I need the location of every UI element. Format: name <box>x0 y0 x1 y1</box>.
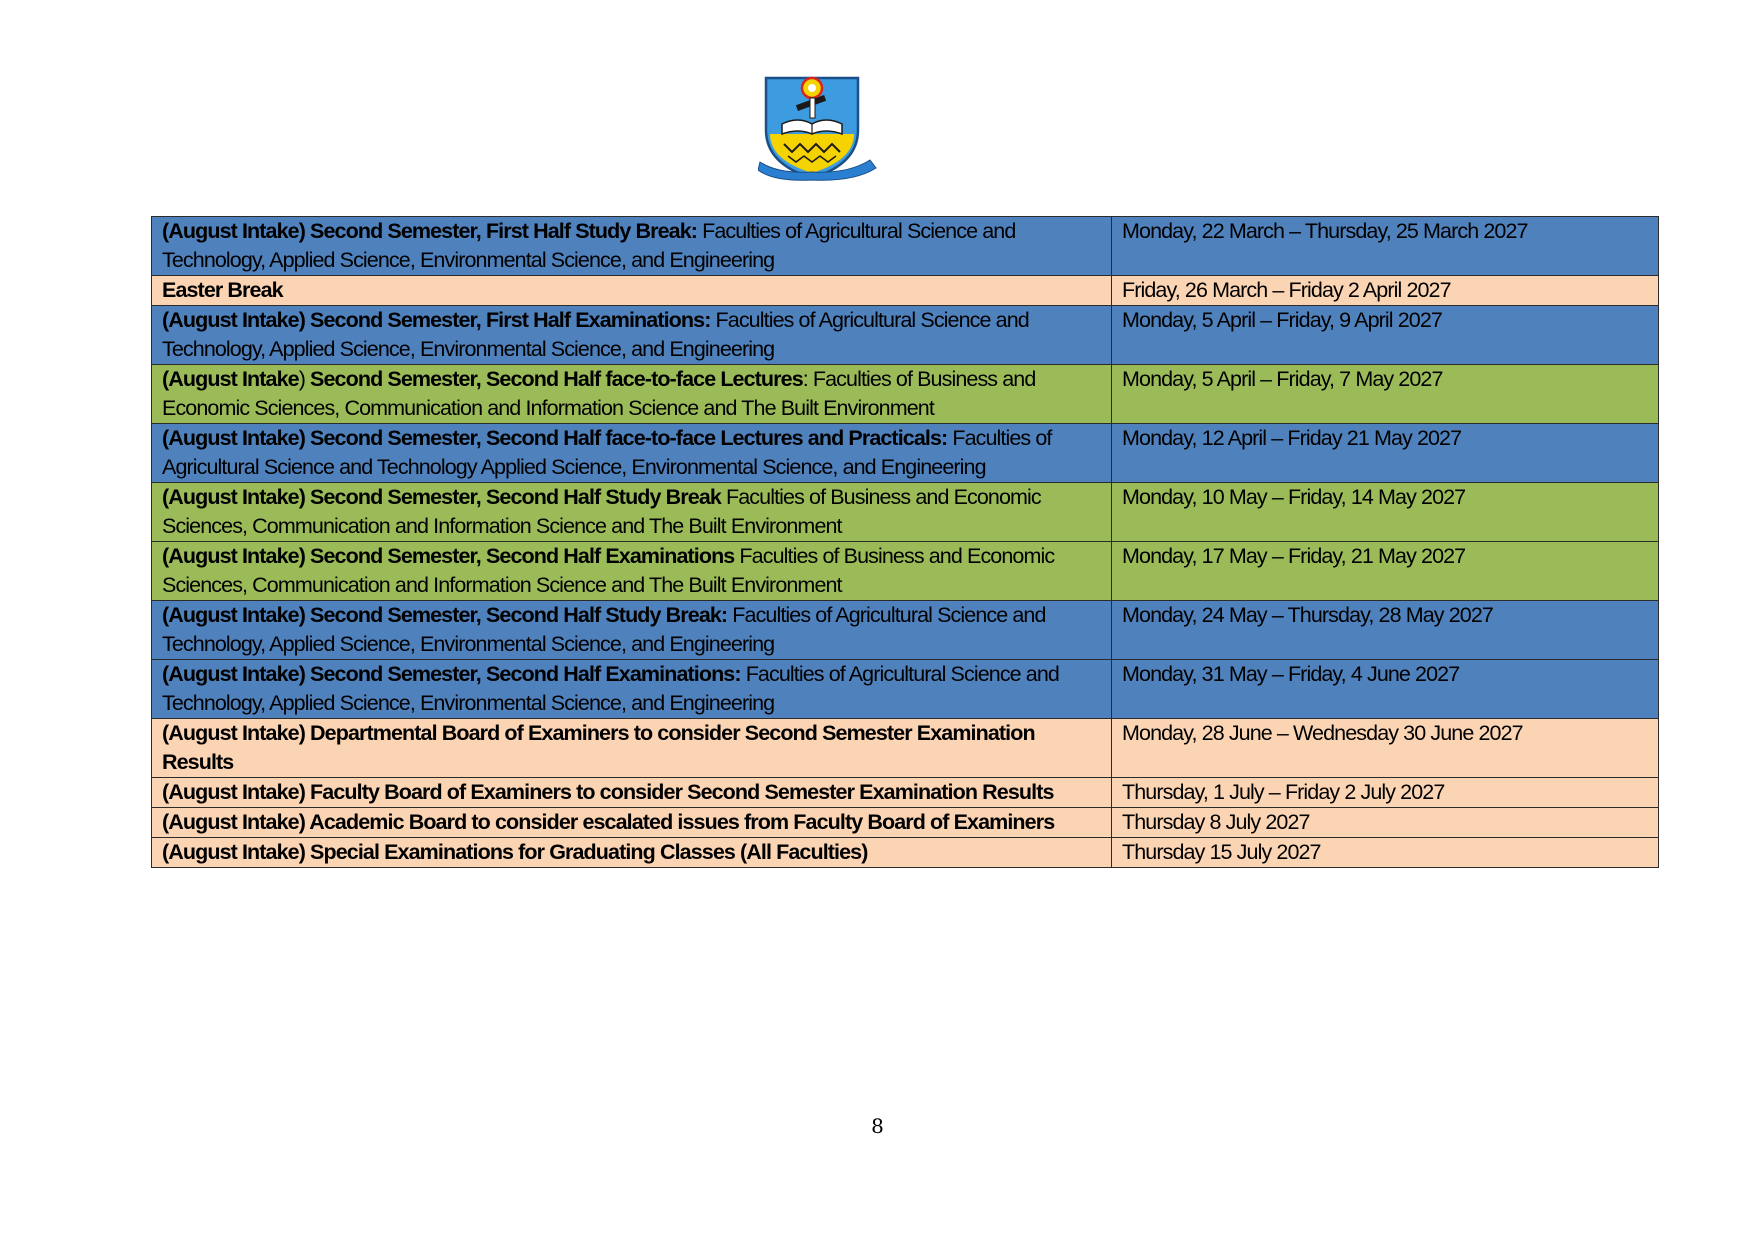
event-description <box>152 424 1112 483</box>
event-title-part: Second Semester, Second Half face-to-face Lectures <box>304 367 803 391</box>
event-title: (August Intake) Departmental Board of Examiners to consider Second Semester Examination Results <box>162 721 1035 774</box>
table-row <box>152 276 1659 306</box>
event-description <box>152 276 1112 306</box>
event-title: (August Intake) Second Semester, Second Half Examinations <box>162 544 735 568</box>
event-detail: Faculties of Business and Economic Sciences, Communication and Information Science and The Built Environment <box>162 544 1055 597</box>
event-description <box>152 542 1112 601</box>
event-date: Thursday, 1 July – Friday 2 July 2027 <box>1112 778 1659 808</box>
table-row <box>152 838 1659 868</box>
event-date: Monday, 24 May – Thursday, 28 May 2027 <box>1112 601 1659 660</box>
event-title: (August Intake) Faculty Board of Examiners to consider Second Semester Examination Results <box>162 780 1054 804</box>
event-date: Monday, 5 April – Friday, 7 May 2027 <box>1112 365 1659 424</box>
event-description <box>152 808 1112 838</box>
event-description <box>152 365 1112 424</box>
event-detail: Faculties of Business and Economic Sciences, Communication and Information Science and The Built Environment <box>162 485 1041 538</box>
event-date: Thursday 8 July 2027 <box>1112 808 1659 838</box>
event-title: (August Intake) Second Semester, Second Half face-to-face Lectures and Practicals: <box>162 426 948 450</box>
table-row <box>152 365 1659 424</box>
event-description <box>152 838 1112 868</box>
event-description <box>152 778 1112 808</box>
table-row <box>152 808 1659 838</box>
event-detail: Faculties of Agricultural Science and Technology Applied Science, Environmental Science, and Engineering <box>162 426 1052 479</box>
event-detail: Faculties of Agricultural Science and Technology, Applied Science, Environmental Science, and Engineering <box>162 662 1059 715</box>
event-description <box>152 660 1112 719</box>
event-date: Monday, 12 April – Friday 21 May 2027 <box>1112 424 1659 483</box>
table-row <box>152 719 1659 778</box>
event-date: Monday, 17 May – Friday, 21 May 2027 <box>1112 542 1659 601</box>
table-row <box>152 542 1659 601</box>
event-date: Monday, 31 May – Friday, 4 June 2027 <box>1112 660 1659 719</box>
event-detail: Faculties of Agricultural Science and Technology, Applied Science, Environmental Science, and Engineering <box>162 219 1016 272</box>
event-date: Monday, 5 April – Friday, 9 April 2027 <box>1112 306 1659 365</box>
event-date: Friday, 26 March – Friday 2 April 2027 <box>1112 276 1659 306</box>
table-row <box>152 217 1659 276</box>
event-date: Monday, 28 June – Wednesday 30 June 2027 <box>1112 719 1659 778</box>
table-row <box>152 306 1659 365</box>
event-date: Thursday 15 July 2027 <box>1112 838 1659 868</box>
table-row <box>152 424 1659 483</box>
university-crest-logo <box>758 72 878 184</box>
event-title: Easter Break <box>162 278 283 302</box>
event-title: (August Intake) Second Semester, Second Half Study Break: <box>162 603 728 627</box>
event-detail: Faculties of Agricultural Science and Technology, Applied Science, Environmental Science, and Engineering <box>162 308 1029 361</box>
event-title: (August Intake) Second Semester, First Half Examinations: <box>162 308 711 332</box>
event-description <box>152 306 1112 365</box>
event-title-part: (August Intake <box>162 367 299 391</box>
event-description <box>152 601 1112 660</box>
table-row <box>152 660 1659 719</box>
event-description <box>152 719 1112 778</box>
event-detail: : Faculties of Business and Economic Sciences, Communication and Information Science and The Built Environment <box>162 367 1036 420</box>
page-number: 8 <box>871 1114 884 1138</box>
event-title-part: ) <box>298 367 305 391</box>
event-description <box>152 217 1112 276</box>
event-date: Monday, 22 March – Thursday, 25 March 2027 <box>1112 217 1659 276</box>
academic-calendar-table <box>151 216 1659 868</box>
event-title: (August Intake) Second Semester, Second Half Examinations: <box>162 662 741 686</box>
table-row <box>152 778 1659 808</box>
event-description <box>152 483 1112 542</box>
table-row <box>152 601 1659 660</box>
event-detail: Faculties of Agricultural Science and Technology, Applied Science, Environmental Science, and Engineering <box>162 603 1046 656</box>
event-title: (August Intake) Second Semester, Second Half Study Break <box>162 485 721 509</box>
event-title: (August Intake) Special Examinations for Graduating Classes (All Faculties) <box>162 840 868 864</box>
event-title: (August Intake) Academic Board to consider escalated issues from Faculty Board of Examiners <box>162 810 1055 834</box>
event-date: Monday, 10 May – Friday, 14 May 2027 <box>1112 483 1659 542</box>
event-title: (August Intake) Second Semester, First Half Study Break: <box>162 219 698 243</box>
table-row <box>152 483 1659 542</box>
